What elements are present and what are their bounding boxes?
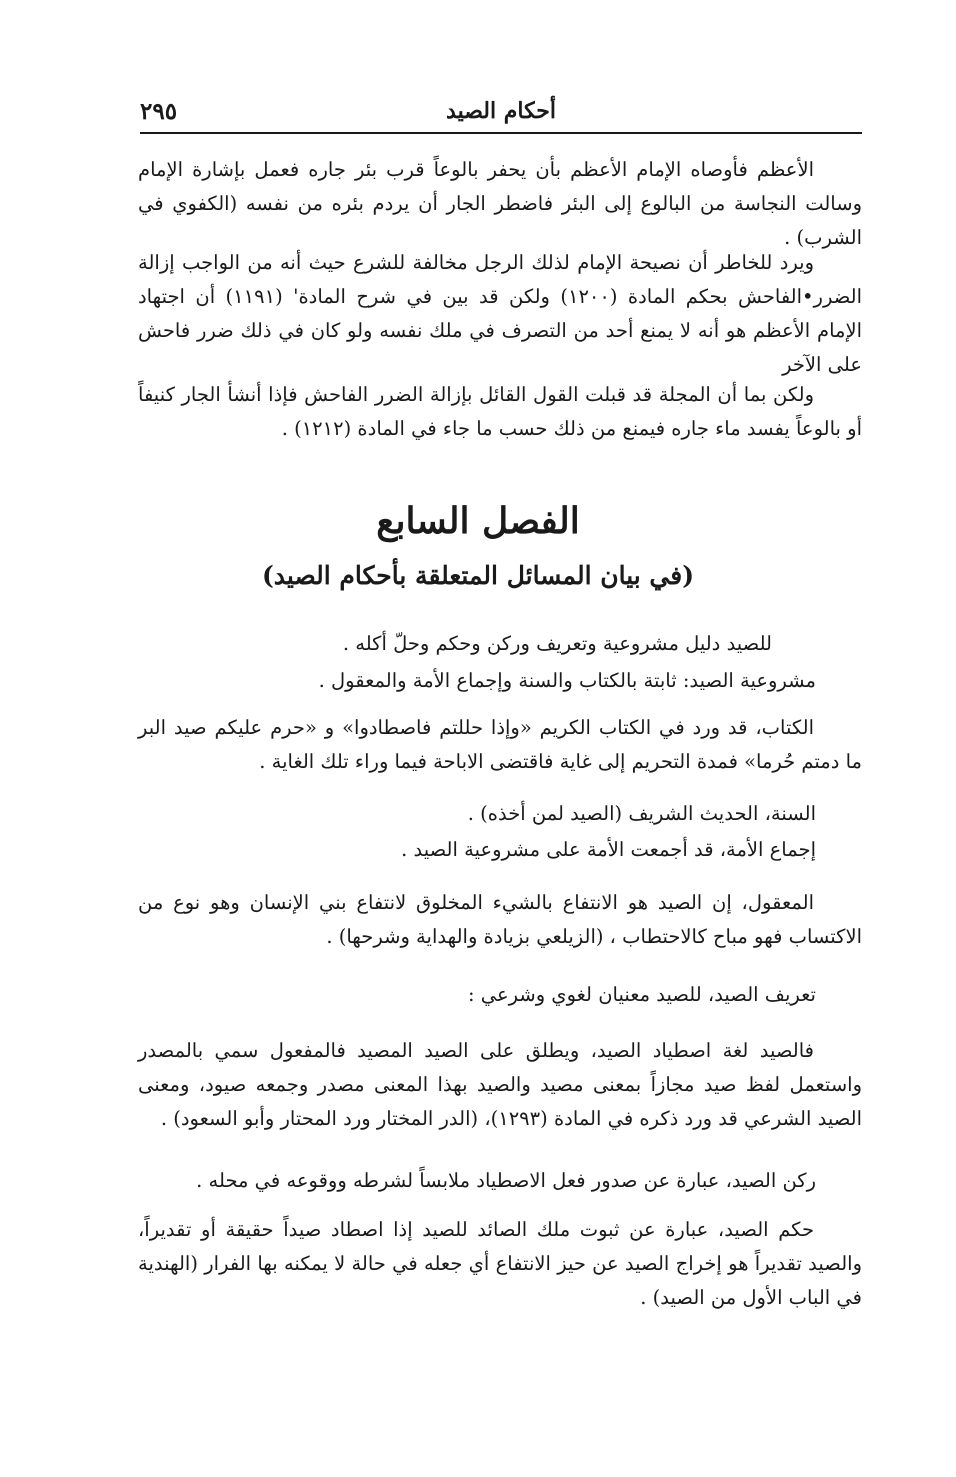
- paragraph: الكتاب، قد ورد في الكتاب الكريم «وإذا حللتم فاصطادوا» و «حرم عليكم صيد البر ما دمتم حُرما» فمدة التحريم إلى غاية فاقتضى الاباحة فيما وراء تلك الغاية .: [138, 716, 862, 773]
- running-title: أحكام الصيد: [446, 98, 556, 124]
- text-line: ركن الصيد، عبارة عن صدور فعل الاصطياد ملابساً لشرطه ووقوعه في محله .: [196, 1169, 816, 1192]
- paragraph: الأعظم فأوصاه الإمام الأعظم بأن يحفر بالوعاً قرب بئر جاره فعمل بإشارة الإمام وسالت النجاسة من البالوع إلى البئر فاضطر الجار أن يردم بئره من نفسه (الكفوي في الشرب) .: [138, 158, 862, 249]
- text-line: مشروعية الصيد: ثابتة بالكتاب والسنة وإجماع الأمة والمعقول .: [318, 669, 816, 692]
- running-header: [140, 98, 862, 134]
- text-line: إجماع الأمة، قد أجمعت الأمة على مشروعية الصيد .: [401, 838, 816, 861]
- page-number: ٢٩٥: [140, 98, 178, 125]
- text-line: للصيد دليل مشروعية وتعريف وركن وحكم وحلّ أكله .: [342, 632, 772, 655]
- text-line: تعريف الصيد، للصيد معنيان لغوي وشرعي :: [467, 983, 816, 1006]
- paragraph: حكم الصيد، عبارة عن ثبوت ملك الصائد للصيد إذا اصطاد صيداً حقيقة أو تقديراً، والصيد تقديراً هو إخراج الصيد عن حيز الانتفاع أي جعله في حالة لا يمكنه بها الفرار (الهندية في الباب الأول من الصيد) .: [138, 1218, 862, 1309]
- paragraph: ويرد للخاطر أن نصيحة الإمام لذلك الرجل مخالفة للشرع حيث أنه من الواجب إزالة الضرر•الفاحش بحكم المادة (١٢٠٠) ولكن قد بين في شرح المادة' (١١٩١) أن اجتهاد الإمام الأعظم هو أنه لا يمنع أحد من التصرف في ملك نفسه ولو كان في ذلك ضرر فاحش على الآخر: [138, 251, 862, 376]
- chapter-title: الفصل السابع: [376, 500, 580, 542]
- chapter-subtitle: (في بيان المسائل المتعلقة بأحكام الصيد): [261, 561, 695, 590]
- paragraph: المعقول، إن الصيد هو الانتفاع بالشيء المخلوق لانتفاع بني الإنسان وهو نوع من الاكتساب فهو مباح كالاحتطاب ، (الزيلعي بزيادة والهداية وشرحها) .: [138, 891, 862, 948]
- paragraph: ولكن بما أن المجلة قد قبلت القول القائل بإزالة الضرر الفاحش فإذا أنشأ الجار كنيفاً أو بالوعاً يفسد ماء جاره فيمنع من ذلك حسب ما جاء في المادة (١٢١٢) .: [138, 383, 862, 440]
- paragraph: فالصيد لغة اصطياد الصيد، ويطلق على الصيد المصيد فالمفعول سمي بالمصدر واستعمل لفظ صيد مجازاً بمعنى مصيد والصيد بهذا المعنى مصدر وجمعه صيود، ومعنى الصيد الشرعي قد ورد ذكره في المادة (١٢٩٣)، (الدر المختار ورد المحتار وأبو السعود) .: [138, 1039, 862, 1130]
- text-line: السنة، الحديث الشريف (الصيد لمن أخذه) .: [467, 802, 816, 825]
